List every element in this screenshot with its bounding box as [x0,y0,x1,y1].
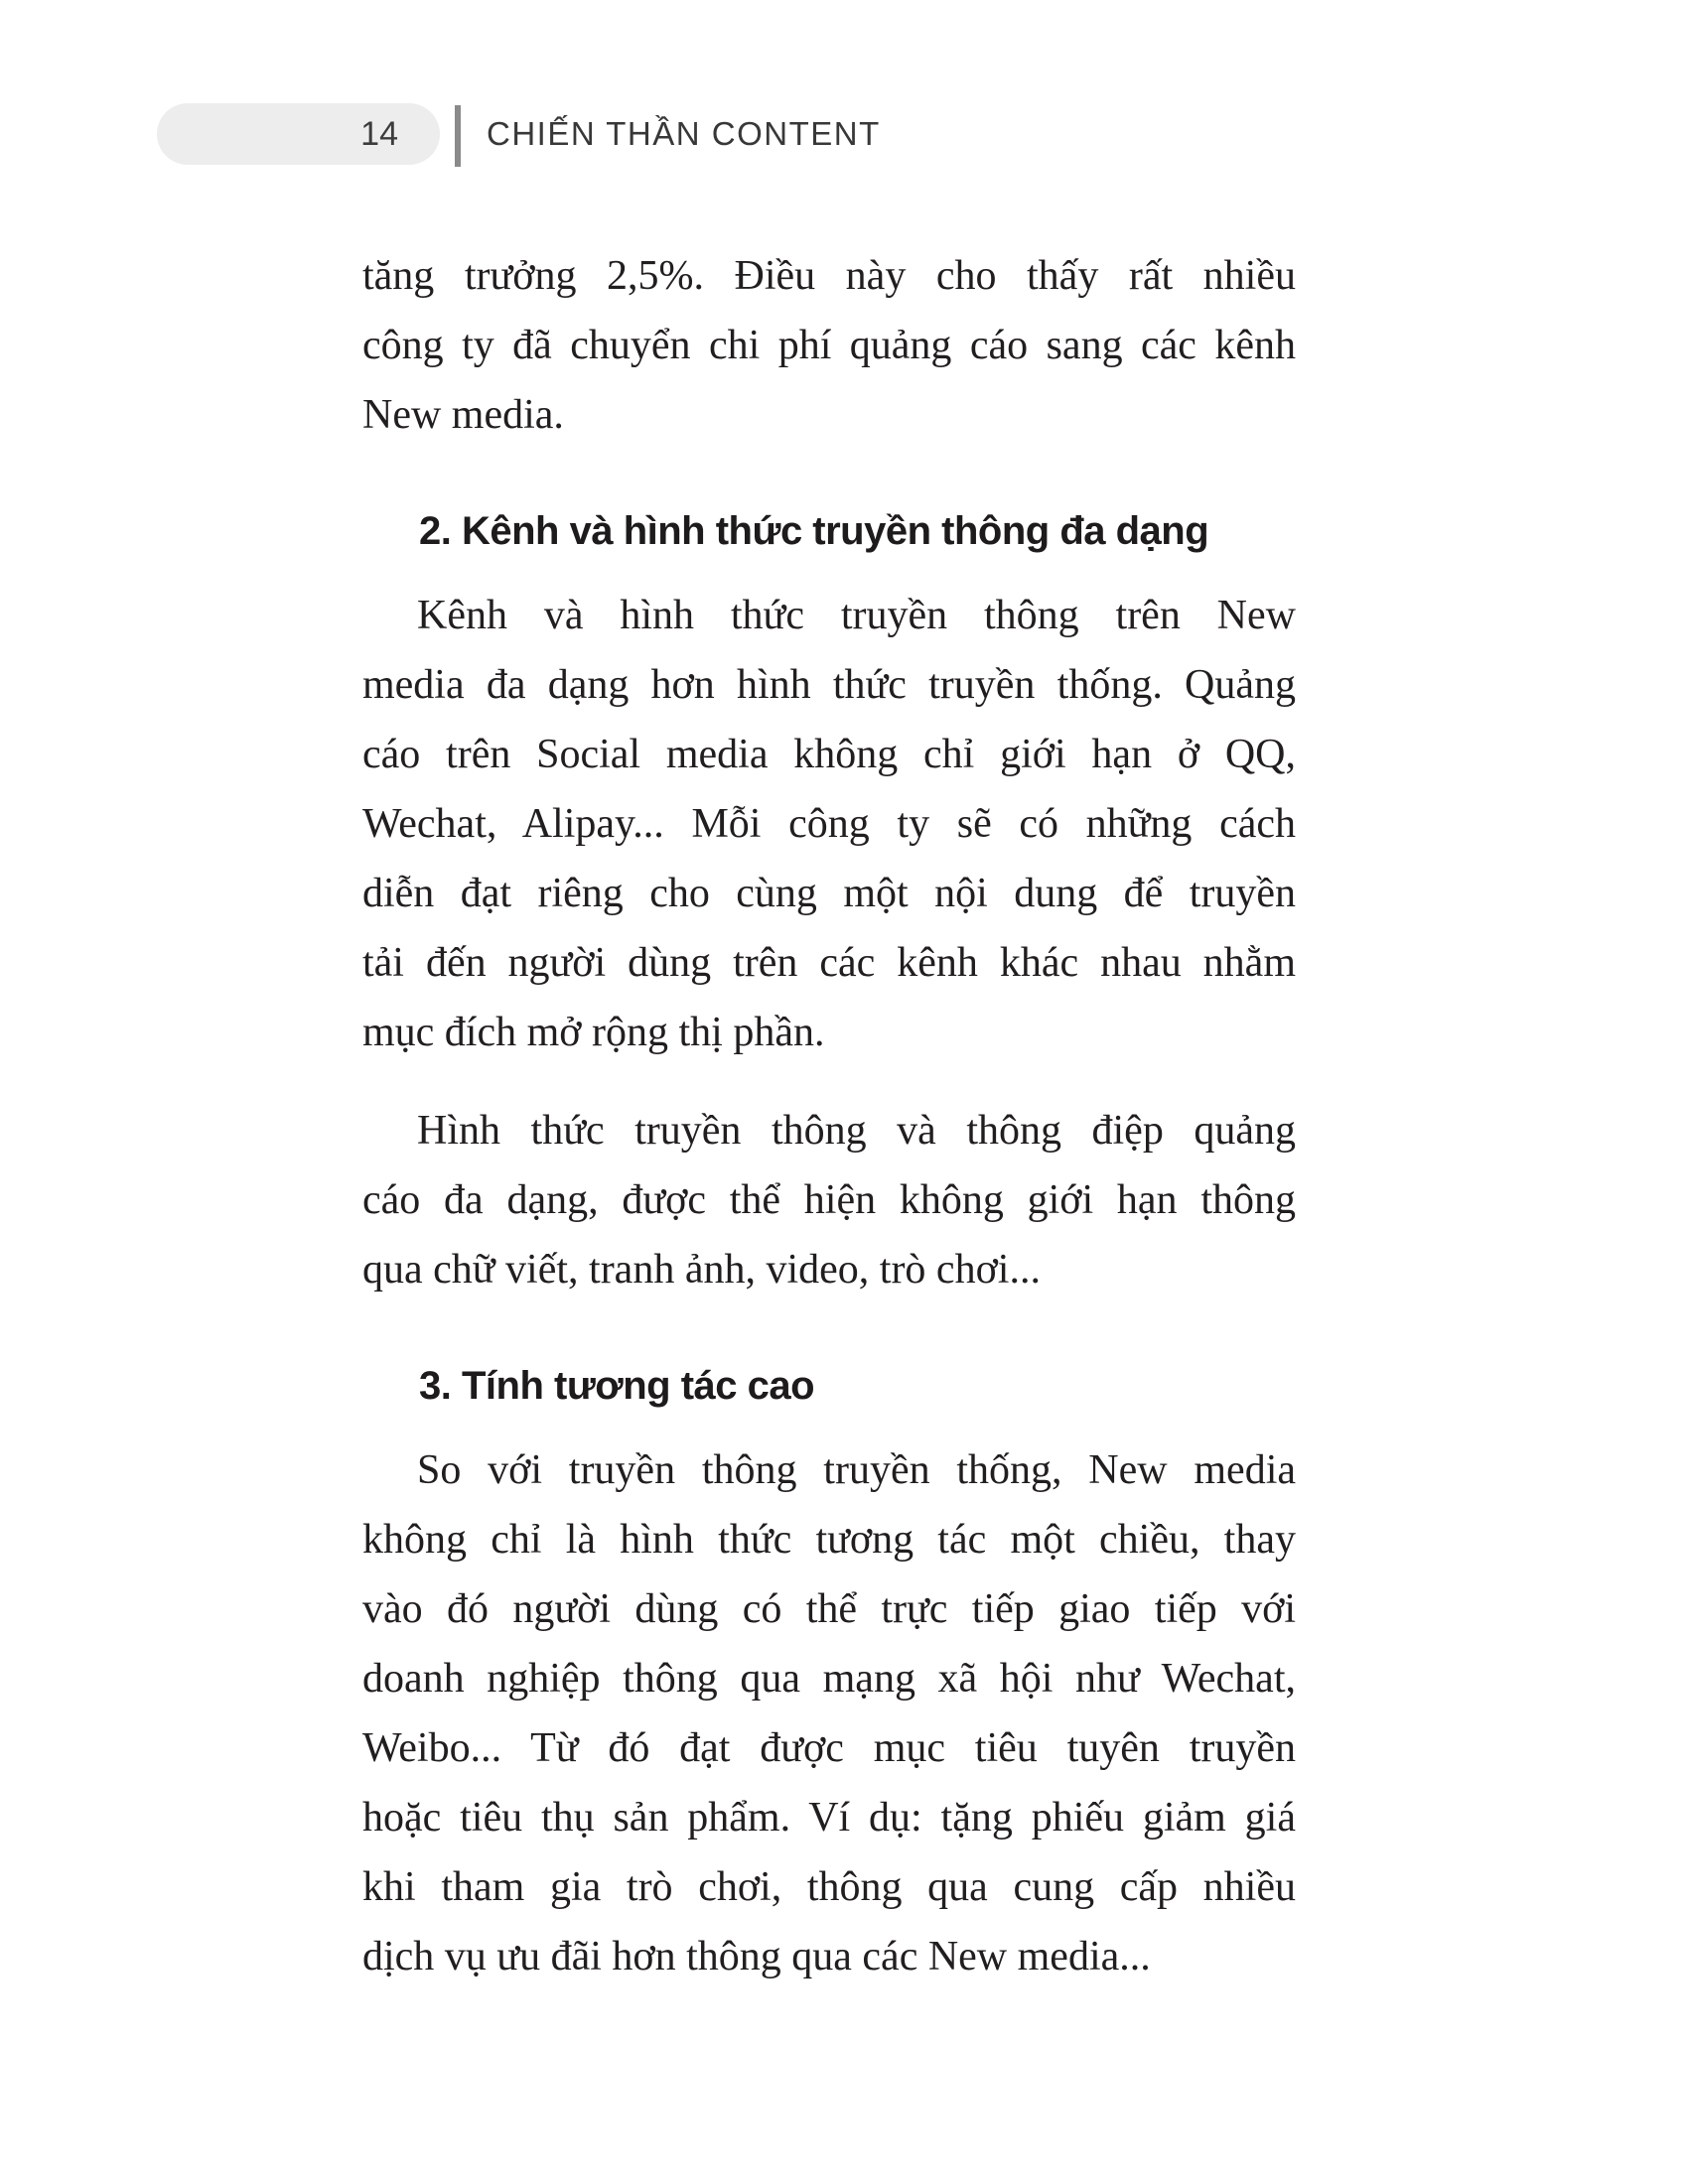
text-line: cáo trên Social media không chỉ giới hạn ở QQ, [362,732,1296,777]
text-line: hoặc tiêu thụ sản phẩm. Ví dụ: tặng phiếu giảm giá [362,1795,1296,1841]
text-line: Wechat, Alipay... Mỗi công ty sẽ có những cách [362,801,1296,847]
paragraph [362,1435,1296,1991]
paragraph [362,1096,1296,1304]
text-line: doanh nghiệp thông qua mạng xã hội như Wechat, [362,1656,1296,1702]
text-line: vào đó người dùng có thể trực tiếp giao tiếp với [362,1586,1296,1632]
text-line: mục đích mở rộng thị phần. [362,1010,825,1055]
page-number: 14 [360,115,398,153]
text-line: không chỉ là hình thức tương tác một chiều, thay [362,1517,1296,1563]
page-body [362,241,1296,1991]
text-line: Weibo... Từ đó đạt được mục tiêu tuyên truyền [362,1725,1296,1771]
text-line: Hình thức truyền thông và thông điệp quảng [417,1108,1296,1154]
text-line: tăng trưởng 2,5%. Điều này cho thấy rất nhiều [362,253,1296,299]
text-line: tải đến người dùng trên các kênh khác nhau nhằm [362,940,1296,986]
text-line: media đa dạng hơn hình thức truyền thống. Quảng [362,662,1296,708]
text-line: công ty đã chuyển chi phí quảng cáo sang các kênh [362,323,1296,368]
text-line: Kênh và hình thức truyền thông trên New [417,593,1296,638]
text-line: So với truyền thông truyền thống, New media [417,1447,1296,1493]
text-line: dịch vụ ưu đãi hơn thông qua các New media... [362,1934,1151,1979]
text-line: cáo đa dạng, được thể hiện không giới hạn thông [362,1177,1296,1223]
text-line: khi tham gia trò chơi, thông qua cung cấp nhiều [362,1864,1296,1910]
page-header [0,103,1688,167]
section-heading: 2. Kênh và hình thức truyền thông đa dạng [419,509,1209,553]
section-heading: 3. Tính tương tác cao [419,1364,815,1408]
page-number-pill [157,103,440,165]
paragraph [362,241,1296,450]
text-line: qua chữ viết, tranh ảnh, video, trò chơi... [362,1247,1041,1293]
paragraph [362,581,1296,1067]
text-line: diễn đạt riêng cho cùng một nội dung để truyền [362,871,1296,916]
book-title: CHIẾN THẦN CONTENT [487,115,881,152]
text-line: New media. [362,392,564,438]
header-divider [455,105,461,167]
